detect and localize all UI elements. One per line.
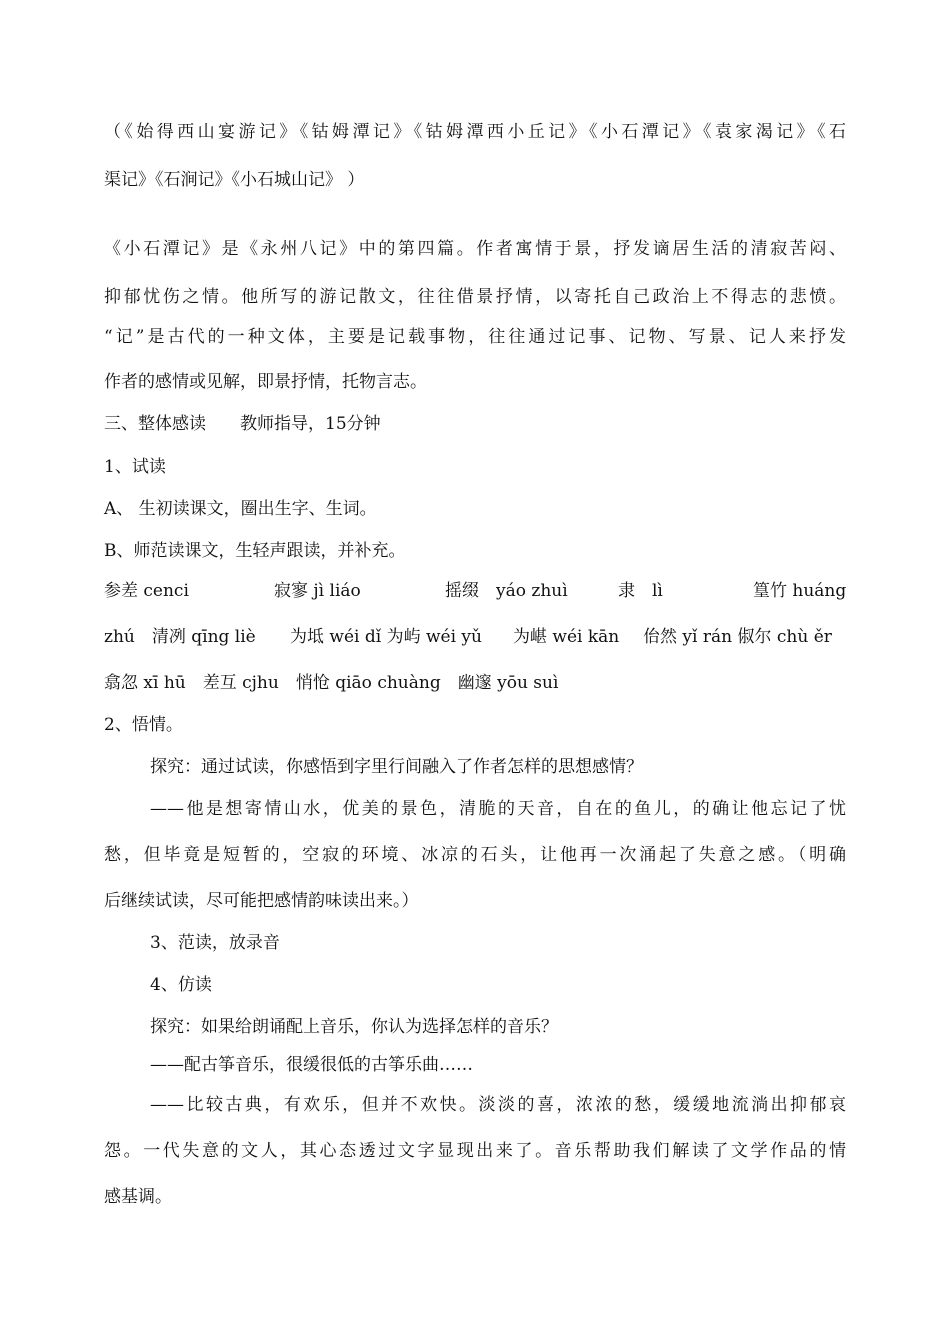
answer-line: 愁，但毕竟是短暂的，空寂的环境、冰凉的石头，让他再一次涌起了失意之感。（明确 (104, 845, 846, 865)
step-heading: 1、试读 (104, 457, 166, 477)
step-heading: 3、范读，放录音 (150, 933, 280, 953)
explore-question: 探究：如果给朗诵配上音乐，你认为选择怎样的音乐？ (150, 1017, 558, 1037)
vocab-item: 隶 lì (618, 581, 663, 601)
paragraph-line: 渠记》《石涧记》《小石城山记》 ） (104, 170, 365, 190)
vocab-item: 寂寥 jì liáo (274, 581, 361, 601)
answer-line: 感基调。 (104, 1187, 172, 1207)
vocab-item: 佁然 yǐ rán 俶尔 chù ěr (643, 627, 832, 647)
answer-line: ——配古筝音乐，很缓很低的古筝乐曲…… (150, 1055, 473, 1075)
step-item: B、师范读课文，生轻声跟读，并补充。 (104, 541, 406, 561)
answer-line: ——比较古典，有欢乐，但并不欢快。淡淡的喜，浓浓的愁，缓缓地流淌出抑郁哀 (150, 1095, 846, 1115)
section-heading: 三、整体感读 教师指导，15分钟 (104, 414, 381, 434)
step-heading: 4、仿读 (150, 975, 212, 995)
paragraph-line: 抑郁忧伤之情。他所写的游记散文，往往借景抒情，以寄托自己政治上不得志的悲愤。 (104, 287, 846, 307)
step-heading: 2、悟情。 (104, 715, 183, 735)
step-item: A、 生初读课文，圈出生字、生词。 (104, 499, 377, 519)
vocab-item: 参差 cenci (104, 581, 189, 601)
answer-line: 怨。一代失意的文人，其心态透过文字显现出来了。音乐帮助我们解读了文学作品的情 (104, 1141, 846, 1161)
paragraph-line: “记”是古代的一种文体，主要是记载事物，往往通过记事、记物、写景、记人来抒发 (104, 327, 846, 347)
explore-question: 探究：通过试读，你感悟到字里行间融入了作者怎样的思想感情？ (150, 757, 643, 777)
paragraph-line: （《始得西山宴游记》《钴姆潭记》《钴姆潭西小丘记》《小石潭记》《袁家渴记》《石 (104, 122, 846, 142)
vocab-item: 为坻 wéi dǐ 为屿 wéi yǔ (290, 627, 482, 647)
vocab-item: 篁竹 huáng (753, 581, 847, 601)
vocab-item: 为嵁 wéi kān (513, 627, 620, 647)
answer-line: ——他是想寄情山水，优美的景色，清脆的天音，自在的鱼儿，的确让他忘记了忧 (150, 799, 846, 819)
paragraph-line: 作者的感情或见解，即景抒情，托物言志。 (104, 372, 427, 392)
paragraph-line: 《小石潭记》是《永州八记》中的第四篇。作者寓情于景，抒发谪居生活的清寂苦闷、 (104, 239, 846, 259)
answer-line: 后继续试读，尽可能把感情韵味读出来。） (104, 891, 419, 911)
vocab-item: 翕忽 xī hū 差互 cjhu 悄怆 qiāo chuàng 幽邃 yōu suì (104, 673, 559, 693)
vocab-item: 摇缀 yáo zhuì (445, 581, 568, 601)
vocab-item: zhú 清冽 qīng liè (104, 627, 256, 647)
